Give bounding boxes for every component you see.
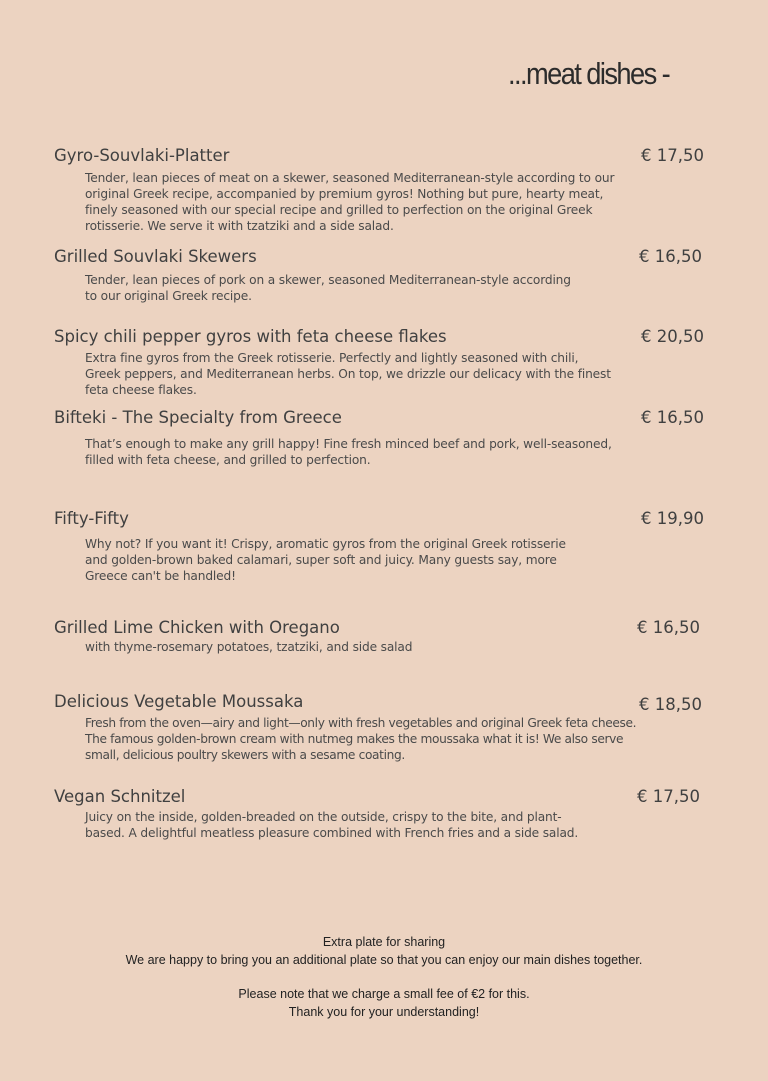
dish-name: Delicious Vegetable Moussaka	[54, 692, 304, 711]
page-title: ...meat dishes -	[508, 56, 670, 91]
menu-item-vegan-schnitzel	[54, 787, 714, 841]
menu-item-fifty-fifty	[54, 509, 714, 584]
footer-text: We are happy to bring you an additional plate so that you can enjoy our main dishes together.	[125, 952, 643, 967]
footer-thanks: Thank you for your understanding!	[288, 1004, 480, 1019]
dish-price: € 16,50	[641, 408, 704, 427]
menu-item-gyro-souvlaki-platter	[54, 146, 714, 234]
dish-description: That’s enough to make any grill happy! Fine fresh minced beef and pork, well-seasoned, filled with feta cheese, and grilled to perfection.	[85, 437, 612, 467]
footer-fee-note: Please note that we charge a small fee of €2 for this.	[238, 987, 530, 1001]
dish-description: Tender, lean pieces of meat on a skewer, seasoned Mediterranean-style according to our original Greek recipe, accompanied by premium gyros! Nothing but pure, hearty meat, finely seasoned with our special recipe and grilled to perfection on the original Greek rotisserie. We serve it with tzatziki and a side salad.	[85, 171, 615, 233]
menu-item-bifteki	[54, 408, 714, 468]
dish-name: Spicy chili pepper gyros with feta cheese flakes	[54, 327, 447, 346]
dish-price: € 16,50	[637, 618, 700, 637]
menu-item-spicy-chili-pepper-gyros	[54, 327, 714, 398]
dish-name: Vegan Schnitzel	[54, 787, 186, 806]
menu-item-vegetable-moussaka	[54, 692, 714, 763]
dish-price: € 20,50	[641, 327, 704, 346]
dish-name: Bifteki - The Specialty from Greece	[54, 408, 342, 427]
dish-name: Grilled Souvlaki Skewers	[54, 247, 257, 266]
dish-price: € 16,50	[639, 247, 702, 266]
dish-name: Fifty-Fifty	[54, 509, 129, 528]
dish-description: with thyme-rosemary potatoes, tzatziki, and side salad	[85, 640, 413, 654]
dish-description: Fresh from the oven—airy and light—only with fresh vegetables and original Greek feta cheese. The famous golden-brown cream with nutmeg makes the moussaka what it is! We also serve small, delicious poultry skewers with a sesame coating.	[85, 716, 637, 762]
menu-item-grilled-lime-chicken	[54, 618, 714, 655]
dish-price: € 17,50	[641, 146, 704, 165]
dish-description: Why not? If you want it! Crispy, aromatic gyros from the original Greek rotisserie and golden-brown baked calamari, super soft and juicy. Many guests say, more Greece can't be handled!	[85, 537, 566, 583]
dish-price: € 19,90	[641, 509, 704, 528]
footer-heading: Extra plate for sharing	[322, 935, 446, 949]
menu-item-grilled-souvlaki-skewers	[54, 247, 714, 304]
dish-price: € 18,50	[639, 695, 702, 714]
dish-name: Gyro-Souvlaki-Platter	[54, 146, 230, 165]
sharing-plate-note	[0, 934, 768, 1021]
dish-description: Extra fine gyros from the Greek rotisserie. Perfectly and lightly seasoned with chili, Greek peppers, and Mediterranean herbs. On top, we drizzle our delicacy with the finest feta cheese flakes.	[85, 351, 611, 397]
dish-description: Juicy on the inside, golden-breaded on the outside, crispy to the bite, and plant-based. A delightful meatless pleasure combined with French fries and a side salad.	[85, 810, 579, 840]
dish-price: € 17,50	[637, 787, 700, 806]
dish-name: Grilled Lime Chicken with Oregano	[54, 618, 340, 637]
dish-description: Tender, lean pieces of pork on a skewer, seasoned Mediterranean-style according to our original Greek recipe.	[85, 273, 571, 303]
